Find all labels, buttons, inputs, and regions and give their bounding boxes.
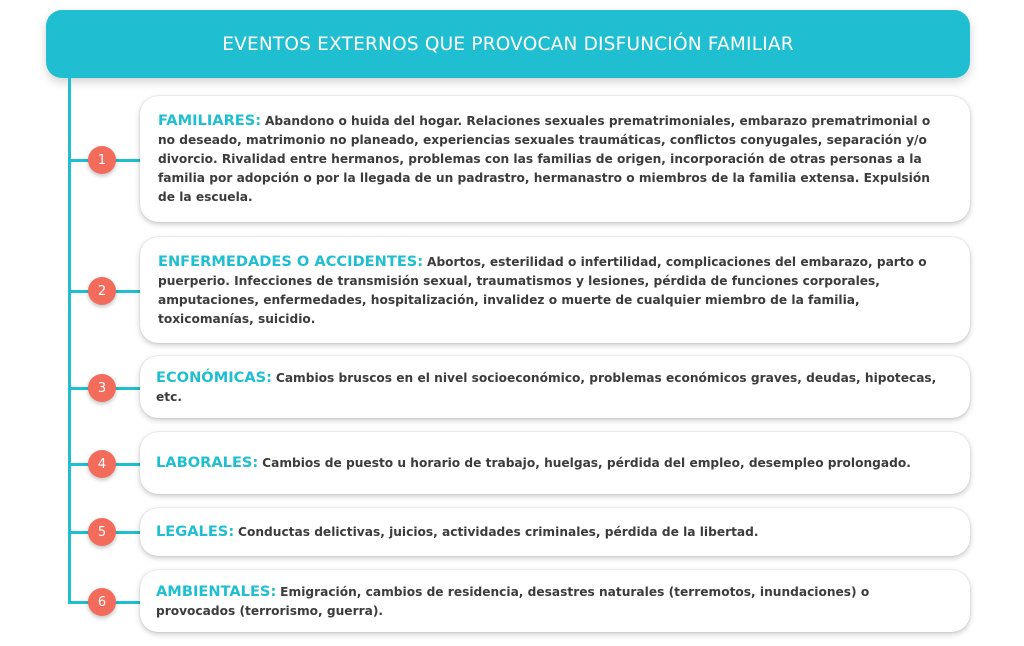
- item-card-economicas: [140, 356, 970, 418]
- diagram-header: [46, 10, 970, 78]
- item-number-badge-1: 1: [88, 146, 116, 174]
- item-description-laborales: Cambios de puesto u horario de trabajo, huelgas, pérdida del empleo, desempleo prolongado.: [262, 456, 911, 470]
- item-card-laborales: [140, 432, 970, 494]
- item-description-ambientales: Emigración, cambios de residencia, desastres naturales (terremotos, inundaciones) o provocados (terrorismo, guerra).: [156, 584, 870, 618]
- item-category-economicas: ECONÓMICAS:: [156, 368, 273, 386]
- item-category-laborales: LABORALES:: [156, 454, 259, 471]
- item-number-badge-5: 5: [88, 518, 116, 546]
- item-description-enfermedades: Abortos, esterilidad o infertilidad, complicaciones del embarazo, parto o puerperio. Infecciones de transmisión sexual, traumatismos y lesiones, pérdida de funciones corporales, amputaciones, enfermedades, hospitalización, invalidez o muerte de cualquier miembro de la familia, toxicomanías, suicidio.: [158, 254, 927, 326]
- item-card-enfermedades: [140, 237, 970, 343]
- item-category-enfermedades: ENFERMEDADES O ACCIDENTES:: [158, 252, 424, 270]
- item-number-badge-6: 6: [88, 588, 116, 616]
- item-category-ambientales: AMBIENTALES:: [156, 582, 277, 600]
- item-card-ambientales: [140, 570, 970, 632]
- item-description-familiares: Abandono o huida del hogar. Relaciones sexuales prematrimoniales, embarazo prematrimonial o no deseado, matrimonio no planeado, experiencias sexuales traumáticas, conflictos conyugales, separación y/o divorcio. Rivalidad entre hermanos, problemas con las familias de origen, incorporación de otras personas a la familia por adopción o por la llegada de un padrastro, hermanastro o miembros de la familia extensa. Expulsión de la escuela.: [158, 114, 931, 204]
- item-category-legales: LEGALES:: [156, 523, 235, 540]
- item-number-badge-3: 3: [88, 374, 116, 402]
- item-category-familiares: FAMILIARES:: [158, 112, 262, 129]
- item-number-badge-4: 4: [88, 450, 116, 478]
- item-card-legales: [140, 508, 970, 556]
- item-description-legales: Conductas delictivas, juicios, actividades criminales, pérdida de la libertad.: [238, 525, 759, 539]
- item-card-familiares: [140, 96, 970, 222]
- item-number-badge-2: 2: [88, 277, 116, 305]
- connector-spine: [68, 78, 71, 604]
- diagram-title: EVENTOS EXTERNOS QUE PROVOCAN DISFUNCIÓN FAMILIAR: [222, 33, 794, 55]
- item-description-economicas: Cambios bruscos en el nivel socioeconómico, problemas económicos graves, deudas, hipotecas, etc.: [156, 370, 937, 404]
